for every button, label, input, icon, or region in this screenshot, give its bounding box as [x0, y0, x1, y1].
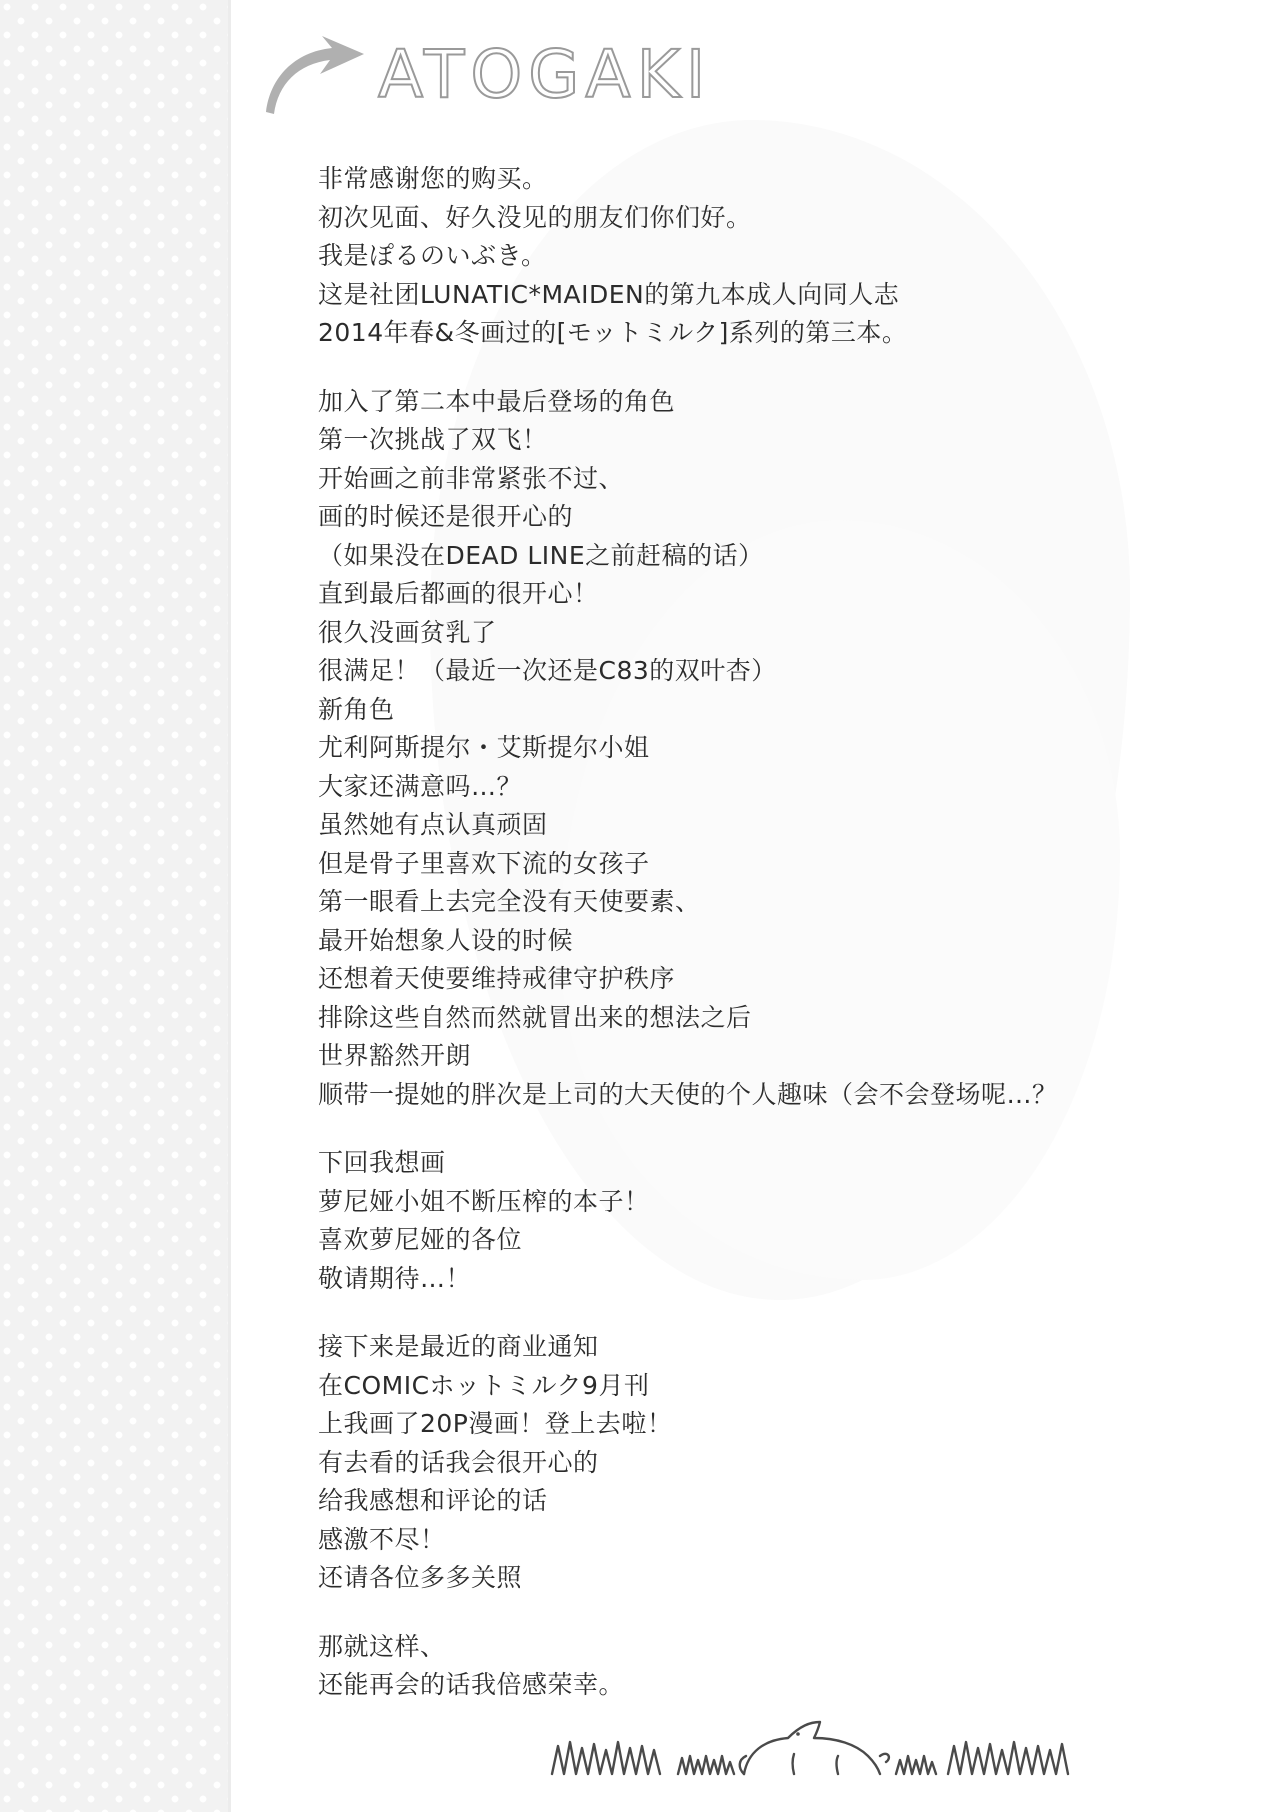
text-line: 很久没画贫乳了 [318, 617, 497, 647]
text-line: 新角色 [318, 694, 395, 724]
text-line: 还想着天使要维持戒律守护秩序 [318, 964, 676, 993]
text-line: 上我画了20P漫画！登上去啦！ [318, 1409, 673, 1438]
text-line: 世界豁然开朗 [318, 1041, 472, 1070]
text-line: 这是社团LUNATIC*MAIDEN的第九本成人向同人志 [318, 279, 900, 309]
text-line: 第一眼看上去完全没有天使要素、 [318, 887, 701, 916]
text-line: 画的时候还是很开心的 [318, 502, 574, 531]
text-line: 在COMICホットミルク9月刊 [318, 1370, 650, 1400]
text-line: 敬请期待…！ [318, 1263, 472, 1293]
text-line: 但是骨子里喜欢下流的女孩子 [318, 848, 650, 878]
band-edge-divider [228, 0, 231, 1812]
text-line: 我是ぽるのいぶき。 [318, 241, 547, 270]
text-line: 还请各位多多关照 [318, 1563, 523, 1592]
text-line: 尤利阿斯提尔・艾斯提尔小姐 [318, 733, 650, 762]
text-line: 开始画之前非常紧张不过、 [318, 463, 625, 493]
text-line: 萝尼娅小姐不断压榨的本子！ [318, 1186, 650, 1216]
text-line: 还能再会的话我倍感荣幸。 [318, 1670, 625, 1699]
text-line: （如果没在DEAD LINE之前赶稿的话） [318, 540, 764, 570]
text-line: 有去看的话我会很开心的 [318, 1447, 599, 1477]
text-line: 直到最后都画的很开心！ [318, 579, 599, 608]
text-line: 大家还满意吗…？ [318, 771, 523, 801]
paragraph-4 [318, 1328, 1198, 1598]
paragraph-1 [318, 160, 1198, 353]
text-line: 虽然她有点认真顽固 [318, 810, 548, 839]
decorative-dotted-band [0, 0, 228, 1812]
text-line: 下回我想画 [318, 1148, 446, 1177]
text-line: 初次见面、好久没见的朋友们你们好。 [318, 202, 752, 232]
text-line: 接下来是最近的商业通知 [318, 1332, 599, 1361]
paragraph-3 [318, 1144, 1198, 1298]
paragraph-2 [318, 383, 1198, 1115]
text-line: 那就这样、 [318, 1631, 446, 1661]
text-line: 排除这些自然而然就冒出来的想法之后 [318, 1002, 752, 1032]
text-line: 第一次挑战了双飞！ [318, 425, 548, 454]
text-line: 给我感想和评论的话 [318, 1486, 548, 1515]
text-line: 非常感谢您的购买。 [318, 164, 548, 193]
page-title: ATOGAKI [378, 36, 712, 113]
text-line: 喜欢萝尼娅的各位 [318, 1225, 523, 1254]
text-line: 感激不尽！ [318, 1524, 446, 1554]
text-line: 2014年春&冬画过的[モットミルク]系列的第三本。 [318, 318, 908, 347]
pig-with-grass-doodle [548, 1686, 1108, 1778]
afterword-body [318, 160, 1198, 1705]
text-line: 最开始想象人设的时候 [318, 925, 574, 955]
page-header [260, 18, 1220, 138]
text-line: 顺带一提她的胖次是上司的大天使的个人趣味（会不会登场呢…？ [318, 1079, 1058, 1109]
curved-arrow-icon [260, 34, 370, 120]
text-line: 很满足！（最近一次还是C83的双叶杏） [318, 656, 777, 685]
text-line: 加入了第二本中最后登场的角色 [318, 386, 676, 416]
